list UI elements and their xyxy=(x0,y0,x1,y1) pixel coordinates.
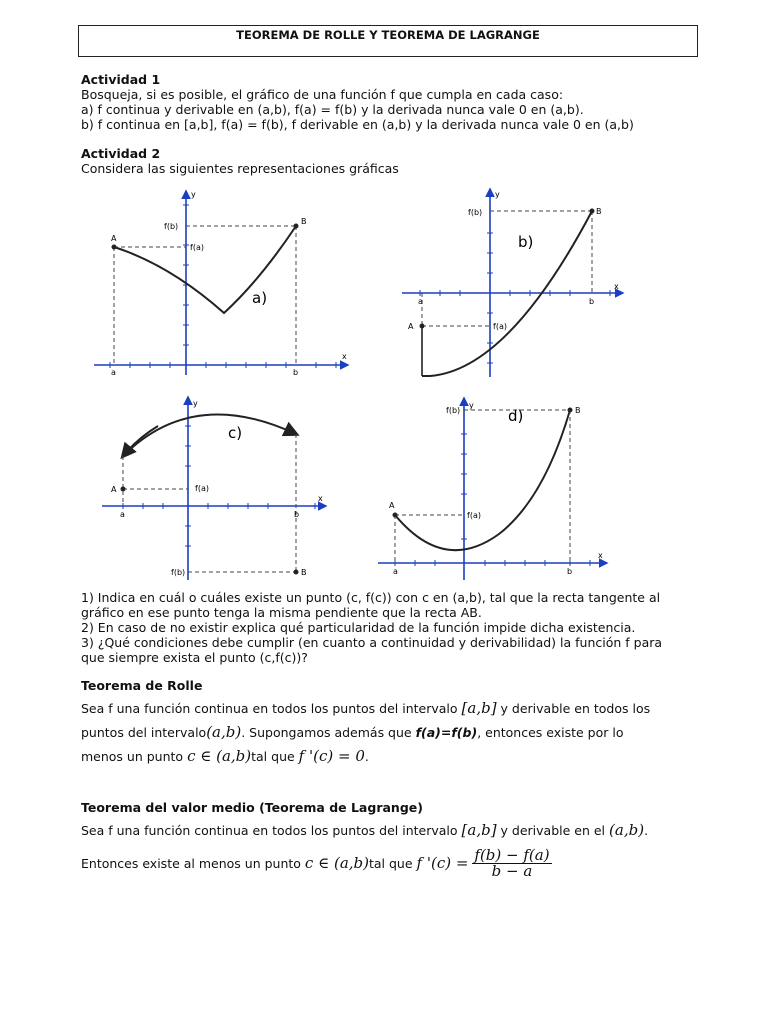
actividad-2 xyxy=(81,146,399,176)
title-box xyxy=(78,25,698,57)
interval-closed: [a,b] xyxy=(461,699,497,717)
point-label: A xyxy=(111,234,117,243)
interval-open: (a,b) xyxy=(609,821,645,839)
question-line: 1) Indica en cuál o cuáles existe un punto (c, f(c)) con c en (a,b), tal que la recta tangente al xyxy=(81,590,661,605)
tick-label: a xyxy=(111,368,116,377)
point-label: B xyxy=(596,207,602,216)
axis-label: y xyxy=(469,401,474,410)
graph-label: a) xyxy=(252,289,268,307)
rolle-equation: f '(c) = 0 xyxy=(298,747,365,765)
interval-closed: [a,b] xyxy=(461,821,497,839)
axis-label: y xyxy=(191,190,196,199)
interval-open: (a,b) xyxy=(206,723,242,741)
point-label: B xyxy=(301,568,307,577)
axis-label: x xyxy=(614,282,619,291)
actividad-1 xyxy=(81,72,634,132)
rolle-condition: f(a)=f(b) xyxy=(415,725,478,740)
question-line: 3) ¿Qué condiciones debe cumplir (en cuanto a continuidad y derivabilidad) la función f para xyxy=(81,635,663,650)
lagrange-heading: Teorema del valor medio (Teorema de Lagrange) xyxy=(81,800,423,815)
tick-label: b xyxy=(589,297,595,306)
tick-label: a xyxy=(393,567,398,576)
question-line: gráfico en ese punto tenga la misma pendiente que la recta AB. xyxy=(81,605,482,620)
point-label: A xyxy=(111,485,117,494)
questions xyxy=(81,590,662,665)
actividad-2-heading: Actividad 2 xyxy=(81,146,161,161)
rolle-line-1: Sea f una función continua en todos los puntos del intervalo [a,b] y derivable en todos los xyxy=(81,699,651,717)
graph-c xyxy=(98,392,333,584)
point-c: c ∈ (a,b) xyxy=(187,747,252,765)
fraction-denominator: b − a xyxy=(491,862,533,880)
axis-label: y xyxy=(193,399,198,408)
actividad-2-intro: Considera las siguientes representaciones gráficas xyxy=(81,161,399,176)
actividad-1-line: a) f continua y derivable en (a,b), f(a) = f(b) y la derivada nunca vale 0 en (a,b). xyxy=(81,102,584,117)
question-line: 2) En caso de no existir explica qué particularidad de la función impide dicha existencia. xyxy=(81,620,636,635)
graph-label: b) xyxy=(518,233,534,251)
tick-label: b xyxy=(293,368,299,377)
graph-label: c) xyxy=(228,424,243,442)
tick-label: f(a) xyxy=(190,243,204,252)
tick-label: f(b) xyxy=(468,208,483,217)
tick-label: b xyxy=(567,567,573,576)
lagrange-fraction xyxy=(472,848,551,879)
graph-d xyxy=(374,394,614,584)
axis-label: x xyxy=(342,352,347,361)
tick-label: b xyxy=(294,510,300,519)
tick-label: f(b) xyxy=(446,406,461,415)
actividad-1-heading: Actividad 1 xyxy=(81,72,161,87)
point-label: A xyxy=(389,501,395,510)
axis-label: y xyxy=(495,190,500,199)
actividad-1-line: b) f continua en [a,b], f(a) = f(b), f derivable en (a,b) y la derivada nunca vale 0 en (a,b) xyxy=(81,117,634,132)
fraction-numerator: f(b) − f(a) xyxy=(474,846,550,864)
question-line: que siempre exista el punto (c,f(c))? xyxy=(81,650,308,665)
page-title: TEOREMA DE ROLLE Y TEOREMA DE LAGRANGE xyxy=(236,28,540,42)
point-label: B xyxy=(301,217,307,226)
tick-label: f(b) xyxy=(164,222,179,231)
rolle-section xyxy=(81,678,650,764)
lagrange-lhs: f '(c) = xyxy=(416,854,469,872)
rolle-line-2: puntos del intervalo(a,b). Supongamos además que f(a)=f(b), entonces existe por lo xyxy=(81,723,624,741)
tick-label: f(b) xyxy=(171,568,186,577)
rolle-heading: Teorema de Rolle xyxy=(81,678,203,693)
graph-a xyxy=(90,185,355,380)
tick-label: f(a) xyxy=(467,511,481,520)
axis-label: x xyxy=(598,551,603,560)
graph-label: d) xyxy=(508,407,524,425)
lagrange-line-2: Entonces existe al menos un punto c ∈ (a,b) tal que f '(c) = $\frac{f(b) - f(a)}{b - a}$ xyxy=(81,846,550,880)
point-label: B xyxy=(575,406,581,415)
tick-label: f(a) xyxy=(493,322,507,331)
point-label: A xyxy=(408,322,414,331)
lagrange-line-1: Sea f una función continua en todos los puntos del intervalo [a,b] y derivable en el (a,b). xyxy=(81,821,649,839)
actividad-1-line: Bosqueja, si es posible, el gráfico de una función f que cumpla en cada caso: xyxy=(81,87,564,102)
graph-b xyxy=(398,185,628,380)
tick-label: f(a) xyxy=(195,484,209,493)
tick-label: a xyxy=(418,297,423,306)
point-c: c ∈ (a,b) xyxy=(304,854,369,872)
axis-label: x xyxy=(318,494,323,503)
lagrange-section xyxy=(81,800,648,879)
tick-label: a xyxy=(120,510,125,519)
rolle-line-3: menos un punto c ∈ (a,b)tal que f '(c) = 0. xyxy=(81,747,369,765)
